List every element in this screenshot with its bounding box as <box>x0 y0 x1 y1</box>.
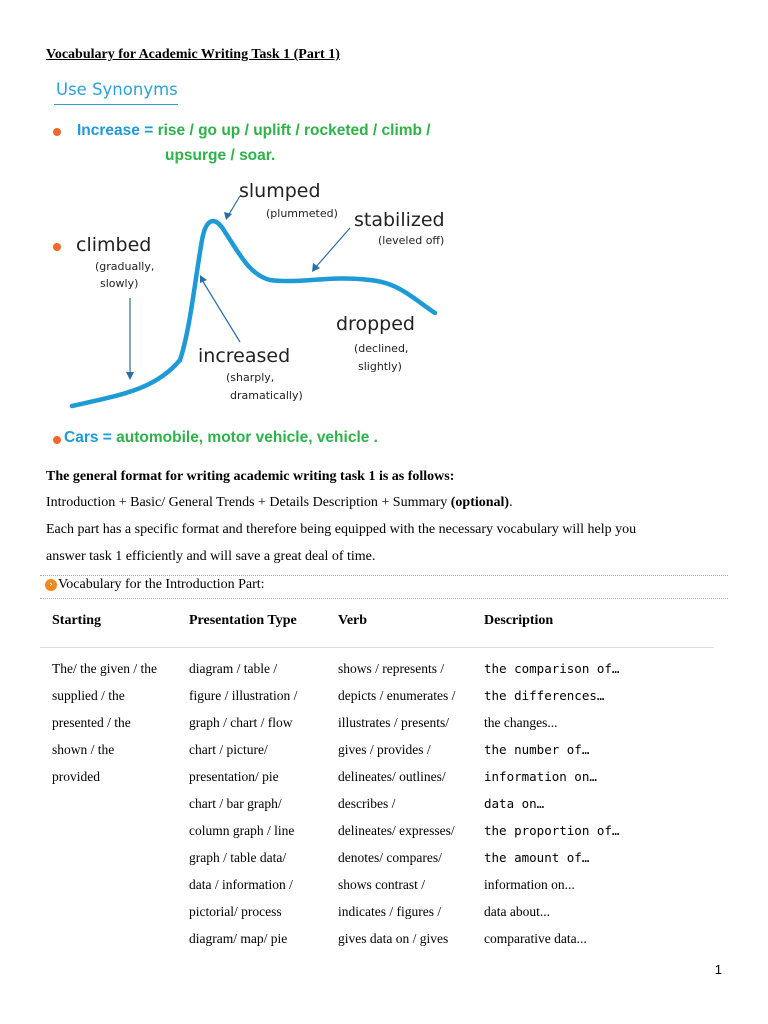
description-cell: data about... <box>484 904 550 919</box>
increase-synonyms-line2: upsurge / soar. <box>165 147 276 164</box>
formula-text: Introduction + Basic/ General Trends + Details Description + Summary <box>46 495 448 510</box>
verb-cell: gives data on / gives <box>338 931 449 946</box>
column-presentation-type <box>189 655 297 952</box>
general-format-paragraph-line2: answer task 1 efficiently and will save a great deal of time. <box>46 549 376 564</box>
increase-bullet-dot <box>53 128 61 136</box>
presentation-cell: chart / picture/ <box>189 742 268 757</box>
presentation-cell: graph / chart / flow <box>189 715 293 730</box>
presentation-cell: chart / bar graph/ <box>189 796 282 811</box>
description-cell: information on… <box>484 769 597 784</box>
cars-bullet-dot <box>53 436 61 444</box>
verb-cell: indicates / figures / <box>338 904 442 919</box>
slumped-note: (plummeted) <box>266 207 338 220</box>
dropped-label: dropped <box>336 313 415 335</box>
document-title: Vocabulary for Academic Writing Task 1 (Part 1) <box>46 47 340 62</box>
description-cell: the changes... <box>484 715 558 730</box>
header-presentation-type: Presentation Type <box>189 613 297 628</box>
cars-synonyms-list: automobile, motor vehicle, vehicle . <box>116 429 378 446</box>
intro-section-label: Vocabulary for the Introduction Part: <box>58 577 265 592</box>
verb-cell: delineates/ expresses/ <box>338 823 455 838</box>
increased-note-1: (sharply, <box>226 371 275 384</box>
climbed-label: climbed <box>76 234 152 256</box>
stabilized-arrow <box>315 228 350 268</box>
starting-cell: The/ the given / the <box>52 661 157 676</box>
description-cell: the number of… <box>484 742 590 757</box>
cars-synonyms <box>64 429 378 447</box>
starting-cell: shown / the <box>52 742 115 757</box>
climbed-note-2: slowly) <box>100 277 139 290</box>
verb-cell: denotes/ compares/ <box>338 850 442 865</box>
presentation-cell: diagram/ map/ pie <box>189 931 288 946</box>
cars-word: Cars = <box>64 429 112 446</box>
verb-cell: delineates/ outlines/ <box>338 769 446 784</box>
description-cell: data on… <box>484 796 545 811</box>
column-description <box>484 655 619 952</box>
description-cell: comparative data... <box>484 931 587 946</box>
climbed-note-1: (gradually, <box>95 260 155 273</box>
presentation-cell: presentation/ pie <box>189 769 279 784</box>
formula-end: . <box>509 495 513 510</box>
verb-cell: shows contrast / <box>338 877 425 892</box>
slumped-label: slumped <box>239 180 321 202</box>
increased-note-2: dramatically) <box>230 389 303 402</box>
description-cell: the comparison of… <box>484 661 620 676</box>
increase-synonyms: rise / go up / uplift / rocketed / climb / <box>157 122 431 139</box>
climbed-arrowhead <box>126 372 134 380</box>
presentation-cell: data / information / <box>189 877 293 892</box>
starting-cell: supplied / the <box>52 688 125 703</box>
section-divider-bottom <box>40 598 728 599</box>
presentation-cell: diagram / table / <box>189 661 278 676</box>
starting-cell: provided <box>52 769 100 784</box>
header-starting: Starting <box>52 613 101 628</box>
general-format-heading: The general format for writing academic writing task 1 is as follows: <box>46 469 455 484</box>
general-format-paragraph-line1: Each part has a specific format and therefore being equipped with the necessary vocabulary will help you <box>46 522 637 537</box>
presentation-cell: figure / illustration / <box>189 688 298 703</box>
verb-cell: shows / represents / <box>338 661 445 676</box>
header-verb: Verb <box>338 613 368 628</box>
climbed-bullet-dot <box>53 243 61 251</box>
verb-cell: describes / <box>338 796 396 811</box>
slumped-arrowhead <box>224 212 232 220</box>
presentation-cell: graph / table data/ <box>189 850 287 865</box>
formula-optional: (optional) <box>450 495 510 510</box>
general-format-formula <box>46 495 513 511</box>
starting-cell: presented / the <box>52 715 131 730</box>
synonyms-heading: Use Synonyms <box>56 80 178 99</box>
description-cell: the differences… <box>484 688 605 703</box>
dropped-note-1: (declined, <box>354 342 409 355</box>
increase-word: Increase = <box>77 122 154 139</box>
verb-cell: illustrates / presents/ <box>338 715 449 730</box>
column-starting <box>52 655 157 790</box>
description-cell: the amount of… <box>484 850 590 865</box>
synonyms-underline <box>54 104 178 105</box>
stabilized-note: (leveled off) <box>378 234 445 247</box>
presentation-cell: column graph / line <box>189 823 295 838</box>
increase-synonyms-line1 <box>77 122 431 140</box>
increased-arrow <box>202 280 240 342</box>
description-cell: the proportion of… <box>484 823 620 838</box>
verb-cell: gives / provides / <box>338 742 431 757</box>
stabilized-label: stabilized <box>354 209 445 231</box>
column-verb <box>338 655 455 952</box>
presentation-cell: pictorial/ process <box>189 904 282 919</box>
arrow-circle-icon: › <box>45 579 57 591</box>
table-header-rule <box>40 647 714 648</box>
verb-cell: depicts / enumerates / <box>338 688 456 703</box>
increased-label: increased <box>198 345 291 367</box>
description-cell: information on... <box>484 877 575 892</box>
section-divider-top <box>40 575 728 576</box>
dropped-note-2: slightly) <box>358 360 402 373</box>
header-description: Description <box>484 613 554 628</box>
page-number: 1 <box>714 962 722 977</box>
